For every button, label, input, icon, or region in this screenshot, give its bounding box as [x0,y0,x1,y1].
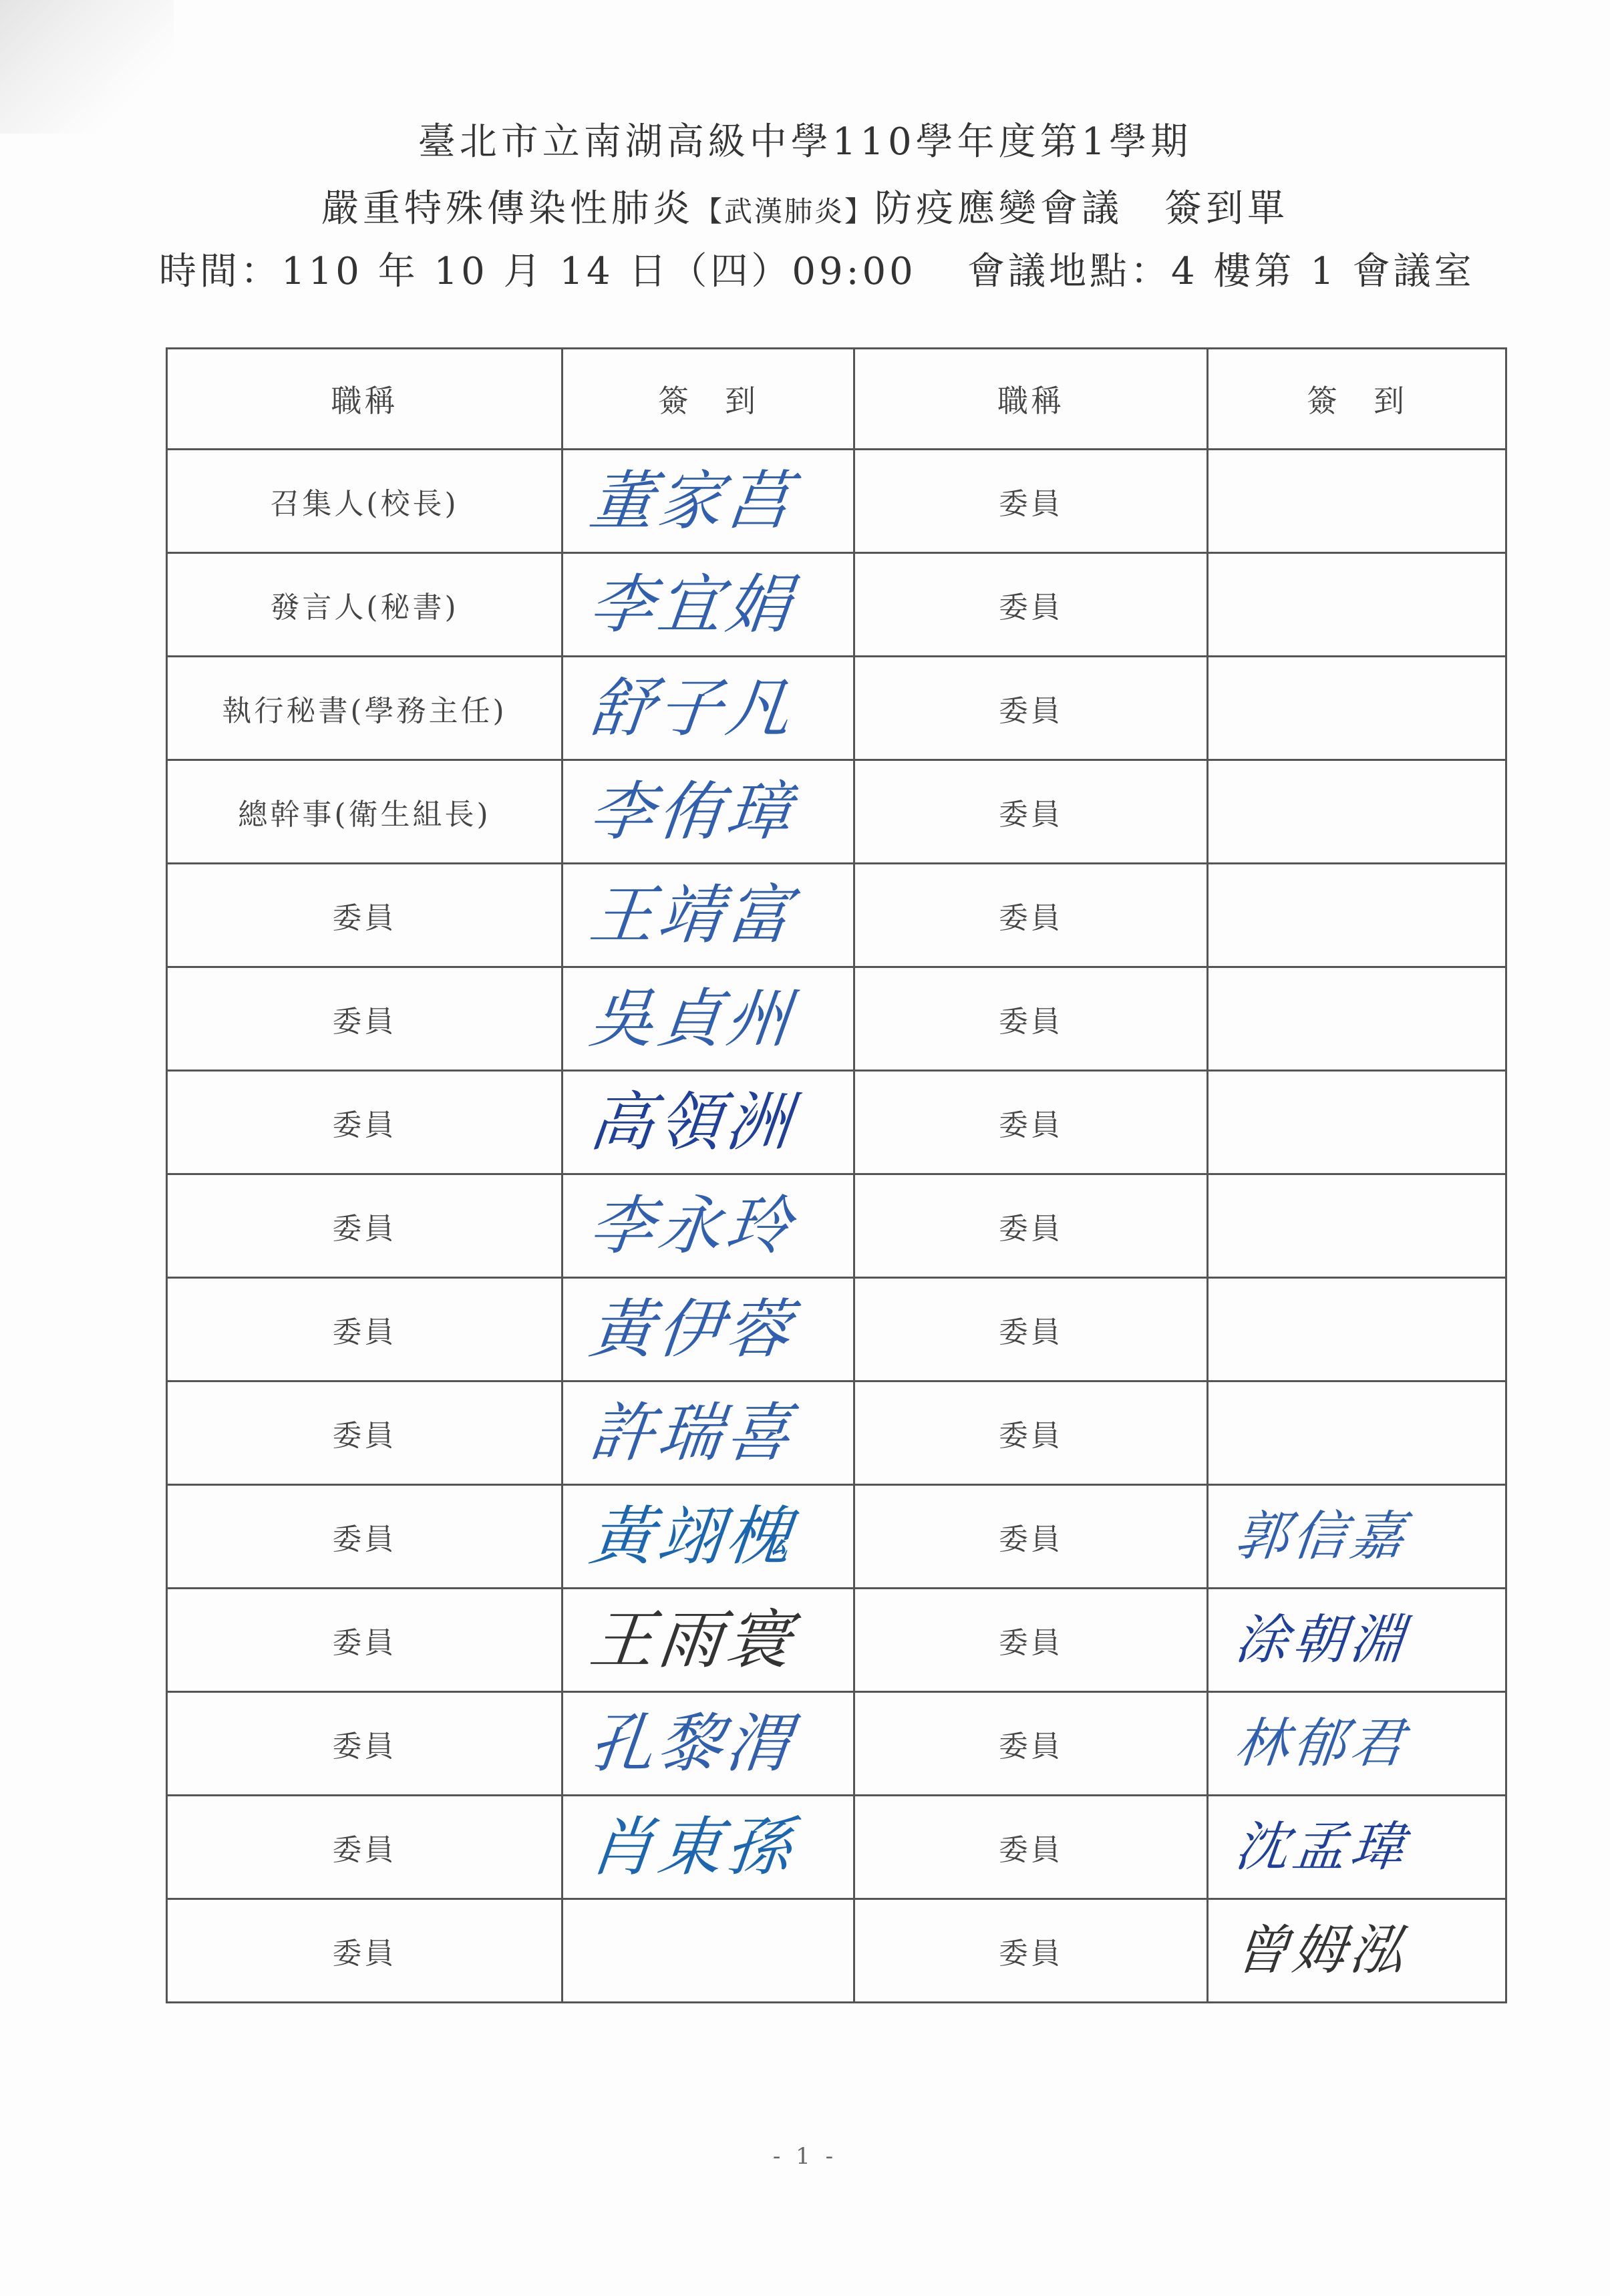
signature-left: 王雨寰 [586,1603,798,1677]
signature-left-cell [562,1278,854,1381]
signature-left: 李宜娟 [586,567,798,642]
role-right: 委員 [854,450,1208,553]
signature-right-cell [1208,1796,1506,1899]
signature-left: 舒子凡 [586,671,798,746]
role-left: 委員 [167,967,562,1071]
table-row [167,1174,1506,1278]
signature-left: 董家莒 [586,464,798,538]
signature-right-cell [1208,1485,1506,1589]
role-right: 委員 [854,1899,1208,2003]
table-row [167,1278,1506,1381]
table-row [167,657,1506,760]
signature-right-cell [1208,967,1506,1071]
signature-right: 曾姆泓 [1232,1919,1411,1981]
signature-left-cell [562,1485,854,1589]
role-left: 委員 [167,1692,562,1796]
table-row [167,1796,1506,1899]
signature-right-cell [1208,1381,1506,1485]
table-row [167,1381,1506,1485]
signature-left-cell [562,1692,854,1796]
table-header-row [167,349,1506,450]
signature-right-cell [1208,1278,1506,1381]
table-row [167,864,1506,967]
signature-left-cell [562,1796,854,1899]
table-row [167,1071,1506,1174]
role-right: 委員 [854,1174,1208,1278]
signature-left-cell [562,450,854,553]
role-right: 委員 [854,1589,1208,1692]
signature-right: 郭信嘉 [1232,1505,1411,1567]
role-left: 委員 [167,864,562,967]
signature-left-cell [562,1174,854,1278]
subtitle-suffix: 防疫應變會議 簽到單 [874,187,1289,230]
table-row [167,450,1506,553]
role-right: 委員 [854,657,1208,760]
table-row [167,967,1506,1071]
signature-left-cell [562,1071,854,1174]
role-left: 委員 [167,1899,562,2003]
signature-left: 吳貞州 [586,981,798,1056]
signature-right-cell [1208,553,1506,657]
signature-left-cell [562,1899,854,2003]
signature-right-cell [1208,1692,1506,1796]
signature-right-cell [1208,450,1506,553]
role-left: 委員 [167,1589,562,1692]
document-subtitle [0,179,1610,232]
signature-left-cell [562,967,854,1071]
signature-right-cell [1208,864,1506,967]
page-number: - 1 - [772,2143,838,2170]
signature-right: 涂朝淵 [1232,1609,1411,1671]
signature-left-cell [562,657,854,760]
signature-left: 李永玲 [586,1188,798,1263]
role-left: 召集人(校長) [167,450,562,553]
signature-left-cell [562,1381,854,1485]
role-right: 委員 [854,1071,1208,1174]
signature-left: 黃伊蓉 [586,1292,798,1367]
role-left: 委員 [167,1278,562,1381]
table-row [167,1899,1506,2003]
role-right: 委員 [854,967,1208,1071]
signature-left-cell [562,760,854,864]
role-right: 委員 [854,864,1208,967]
role-right: 委員 [854,1692,1208,1796]
role-right: 委員 [854,1278,1208,1381]
signature-right: 沈孟瑋 [1232,1816,1411,1878]
table-row [167,760,1506,864]
role-right: 委員 [854,553,1208,657]
table-row [167,553,1506,657]
role-left: 委員 [167,1485,562,1589]
signature-right-cell [1208,1071,1506,1174]
signature-left: 肖東孫 [586,1810,798,1884]
signature-left: 王靖富 [586,878,798,953]
table-row [167,1485,1506,1589]
signature-right-cell [1208,1174,1506,1278]
signature-right: 林郁君 [1232,1712,1411,1774]
meeting-time: 時間：110 年 10 月 14 日（四）09:00 [159,250,917,293]
signature-left: 孔黎渭 [586,1706,798,1781]
header-role-right: 職稱 [854,349,1208,450]
role-left: 委員 [167,1174,562,1278]
header-sign-right: 簽 到 [1208,349,1506,450]
role-right: 委員 [854,1796,1208,1899]
signature-left: 黃翊槐 [586,1499,798,1574]
signature-right-cell [1208,1899,1506,2003]
meeting-place: 會議地點：4 樓第 1 會議室 [967,250,1475,293]
signature-right-cell [1208,1589,1506,1692]
signature-left: 李侑璋 [586,774,798,849]
signature-left-cell [562,864,854,967]
role-left: 委員 [167,1071,562,1174]
role-left: 委員 [167,1381,562,1485]
role-right: 委員 [854,1485,1208,1589]
header-sign-left: 簽 到 [562,349,854,450]
document-title: 臺北市立南湖高級中學110學年度第1學期 [418,120,1192,164]
table-row [167,1589,1506,1692]
signature-left-cell [562,1589,854,1692]
role-left: 委員 [167,1796,562,1899]
role-left: 總幹事(衛生組長) [167,760,562,864]
signature-left: 高領洲 [586,1085,798,1160]
header-role-left: 職稱 [167,349,562,450]
sign-in-table [166,347,1507,2003]
role-left: 執行秘書(學務主任) [167,657,562,760]
subtitle-bracket-note: 【武漢肺炎】 [693,195,874,228]
subtitle-main: 嚴重特殊傳染性肺炎 [321,187,694,230]
role-right: 委員 [854,760,1208,864]
role-left: 發言人(秘書) [167,553,562,657]
table-row [167,1692,1506,1796]
signature-right-cell [1208,657,1506,760]
meeting-info [159,242,1495,293]
signature-left: 許瑞喜 [586,1396,798,1470]
role-right: 委員 [854,1381,1208,1485]
signature-left-cell [562,553,854,657]
signature-right-cell [1208,760,1506,864]
